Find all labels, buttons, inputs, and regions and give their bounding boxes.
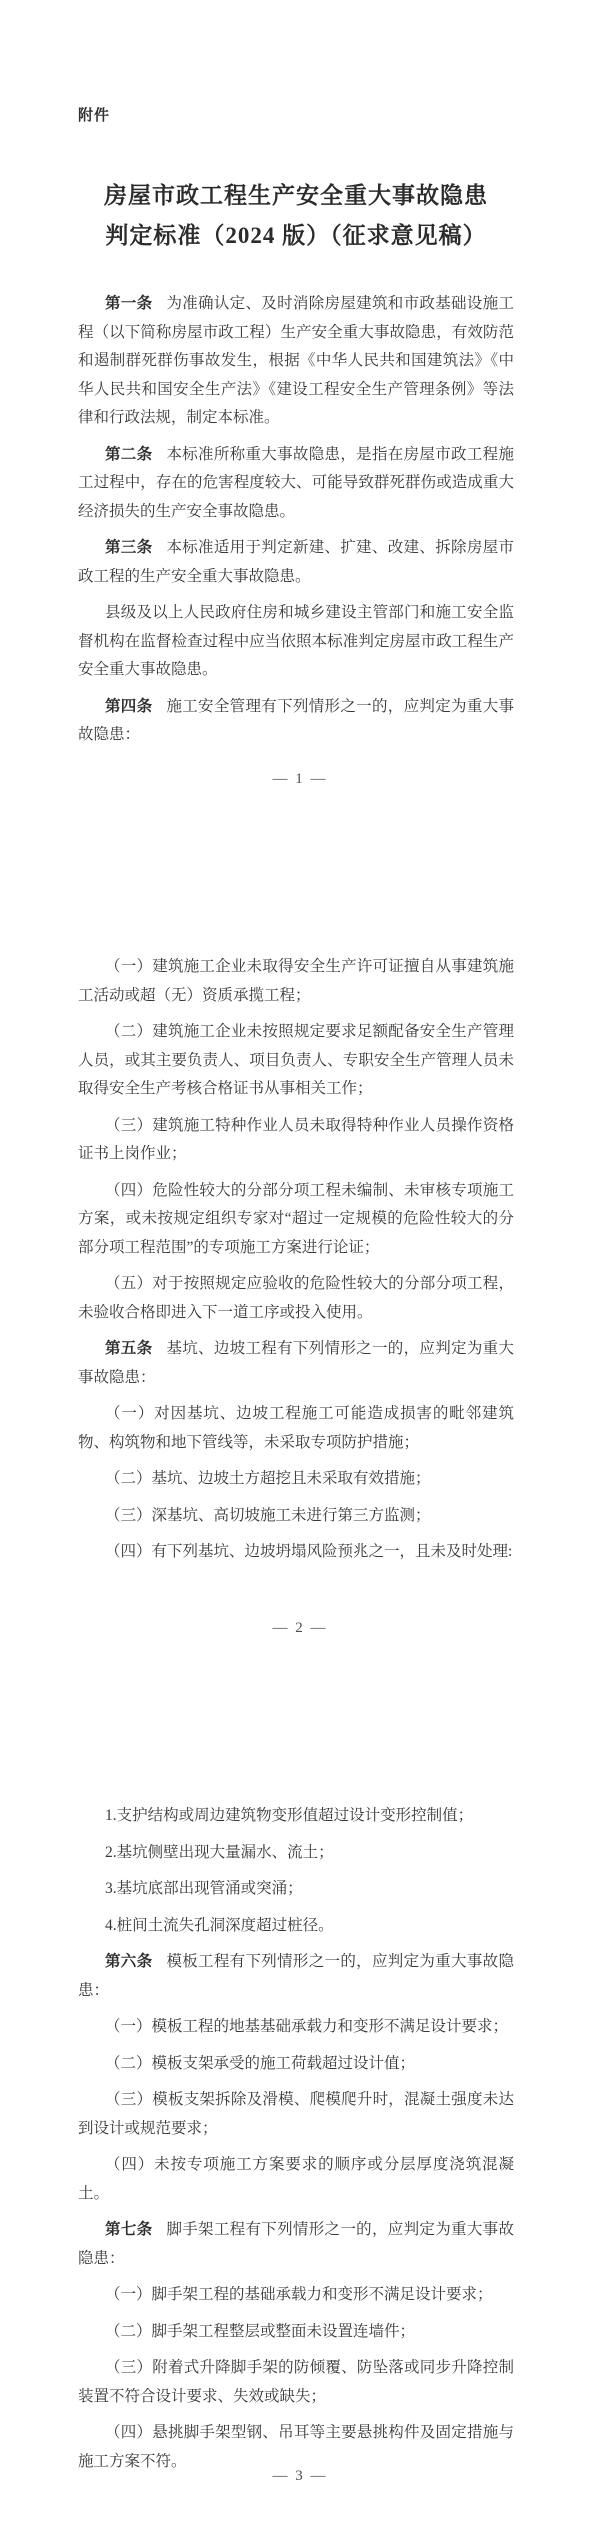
paragraph	[78, 2151, 514, 2208]
paragraph-text: （二）建筑施工企业未按照规定要求足额配备安全生产管理人员，或其主要负责人、项目负责人、专职安全生产管理人员未取得安全生产考核合格证书从事相关工作；	[78, 1023, 514, 1097]
paragraph	[78, 2216, 514, 2273]
article-lead: 第五条	[105, 1340, 153, 1357]
paragraph	[78, 1335, 514, 1392]
document-page-3	[0, 1698, 600, 2546]
paragraph	[78, 1112, 514, 1169]
paragraph	[78, 2281, 514, 2310]
paragraph-text: 3.基坑底部出现管涌或突涌；	[105, 1880, 303, 1897]
paragraph	[78, 441, 514, 527]
page-2-content	[78, 849, 514, 1567]
paragraph-text: （二）模板支架承受的施工荷载超过设计值；	[105, 2054, 416, 2072]
paragraph-text: 本标准适用于判定新建、扩建、改建、拆除房屋市政工程的生产安全重大事故隐患。	[78, 539, 514, 585]
paragraph-text: 1.支护结构或周边建筑物变形值超过设计变形控制值；	[105, 1807, 474, 1824]
paragraph-text: （一）对因基坑、边坡工程施工可能造成损害的毗邻建筑物、构筑物和地下管线等，未采取专项防护措施；	[78, 1405, 514, 1451]
paragraph-text: 4.桩间土流失孔洞深度超过桩径。	[105, 1916, 334, 1934]
paragraph-text: （一）模板工程的地基基础承载力和变形不满足设计要求；	[105, 2018, 509, 2035]
doc-title	[78, 176, 514, 256]
article-lead: 第四条	[105, 697, 153, 715]
paragraph-text: 县级及以上人民政府住房和城乡建设主管部门和施工安全监督机构在监督检查过程中应当依照本标准判定房屋市政工程生产安全重大事故隐患。	[78, 604, 514, 678]
paragraph-text: （四）未按专项施工方案要求的顺序或分层厚度浇筑混凝土。	[78, 2156, 514, 2202]
paragraph-text: （四）危险性较大的分部分项工程未编制、未审核专项施工方案，或未按规定组织专家对“超过一定规模的危险性较大的分部分项工程范围”的专项施工方案进行论证；	[78, 1181, 514, 1256]
attachment-label: 附件	[78, 107, 111, 124]
article-lead: 第一条	[105, 295, 153, 312]
paragraph-text: （五）对于按照规定应验收的危险性较大的分部分项工程，未验收合格即进入下一道工序或投入使用。	[78, 1275, 514, 1321]
paragraph	[78, 1018, 514, 1104]
paragraph	[78, 534, 514, 591]
paragraph	[78, 2013, 514, 2042]
article-lead: 第三条	[105, 539, 153, 556]
article-lead: 第二条	[105, 445, 153, 463]
paragraph	[78, 290, 514, 433]
paragraph	[78, 1502, 514, 1531]
page-number: — 2 —	[272, 1620, 328, 1636]
paragraph	[78, 953, 514, 1010]
paragraph-text: 脚手架工程有下列情形之一的，应判定为重大事故隐患：	[78, 2221, 514, 2267]
paragraph-text: （二）脚手架工程整层或整面未设置连墙件；	[105, 2322, 416, 2340]
paragraph-text: （二）基坑、边坡土方超挖且未采取有效措施；	[105, 1470, 431, 1487]
paragraph-text: （三）建筑施工特种作业人员未取得特种作业人员操作资格证书上岗作业；	[78, 1116, 514, 1162]
paragraph	[78, 1802, 514, 1831]
paragraph-text: 模板工程有下列情形之一的，应判定为重大事故隐患：	[78, 1953, 514, 1999]
paragraph-text: （四）悬挑脚手架型钢、吊耳等主要悬挑构件及固定措施与施工方案不符。	[78, 2424, 514, 2470]
paragraph	[78, 2318, 514, 2347]
paragraph-text: 为准确认定、及时消除房屋建筑和市政基础设施工程（以下简称房屋市政工程）生产安全重大事故隐患，有效防范和遏制群死群伤事故发生，根据《中华人民共和国建筑法》《中华人民共和国安全生产法》《建设工程安全生产管理条例》等法律和行政法规，制定本标准。	[78, 295, 514, 426]
paragraph	[78, 599, 514, 685]
doc-title-line1: 房屋市政工程生产安全重大事故隐患	[104, 183, 488, 208]
paragraph-text: 本标准所称重大事故隐患，是指在房屋市政工程施工过程中，存在的危害程度较大、可能导致群死群伤或造成重大经济损失的生产安全事故隐患。	[78, 445, 514, 520]
article-lead: 第七条	[105, 2221, 153, 2238]
paragraph-text: （三）附着式升降脚手架的防倾覆、防坠落或同步升降控制装置不符合设计要求、失效或缺失；	[78, 2359, 514, 2405]
article-lead: 第六条	[105, 1953, 153, 1970]
paragraph-text: （四）有下列基坑、边坡坍塌风险预兆之一，且未及时处理:	[105, 1543, 513, 1560]
paragraph	[78, 1839, 514, 1868]
paragraph	[78, 2086, 514, 2143]
page-1-content	[78, 290, 514, 750]
document-page-1	[0, 0, 600, 849]
paragraph	[78, 1948, 514, 2005]
paragraph	[78, 1270, 514, 1327]
paragraph-text: （一）建筑施工企业未取得安全生产许可证擅自从事建筑施工活动或超（无）资质承揽工程；	[78, 958, 514, 1004]
doc-title-line2: 判定标准（2024 版）（征求意见稿）	[105, 223, 487, 248]
paragraph	[78, 1912, 514, 1941]
paragraph	[78, 1538, 514, 1567]
paragraph	[78, 693, 514, 750]
paragraph	[78, 1400, 514, 1457]
document-page-2	[0, 849, 600, 1698]
paragraph-text: 2.基坑侧壁出现大量漏水、流土；	[105, 1843, 334, 1861]
paragraph-text: （三）深基坑、高切坡施工未进行第三方监测；	[105, 1506, 431, 1524]
paragraph-text: 施工安全管理有下列情形之一的，应判定为重大事故隐患：	[78, 697, 514, 743]
page-3-content	[78, 1698, 514, 2476]
paragraph	[78, 1177, 514, 1263]
paragraph-text: （三）模板支架拆除及滑模、爬模爬升时，混凝土强度未达到设计或规范要求；	[78, 2091, 514, 2137]
paragraph	[78, 2050, 514, 2079]
paragraph	[78, 1465, 514, 1494]
paragraph-text: 基坑、边坡工程有下列情形之一的，应判定为重大事故隐患：	[78, 1340, 514, 1386]
paragraph	[78, 2354, 514, 2411]
paragraph-text: （一）脚手架工程的基础承载力和变形不满足设计要求；	[105, 2286, 493, 2303]
page-number: — 1 —	[272, 771, 328, 787]
paragraph	[78, 1875, 514, 1904]
page-number: — 3 —	[272, 2468, 328, 2484]
